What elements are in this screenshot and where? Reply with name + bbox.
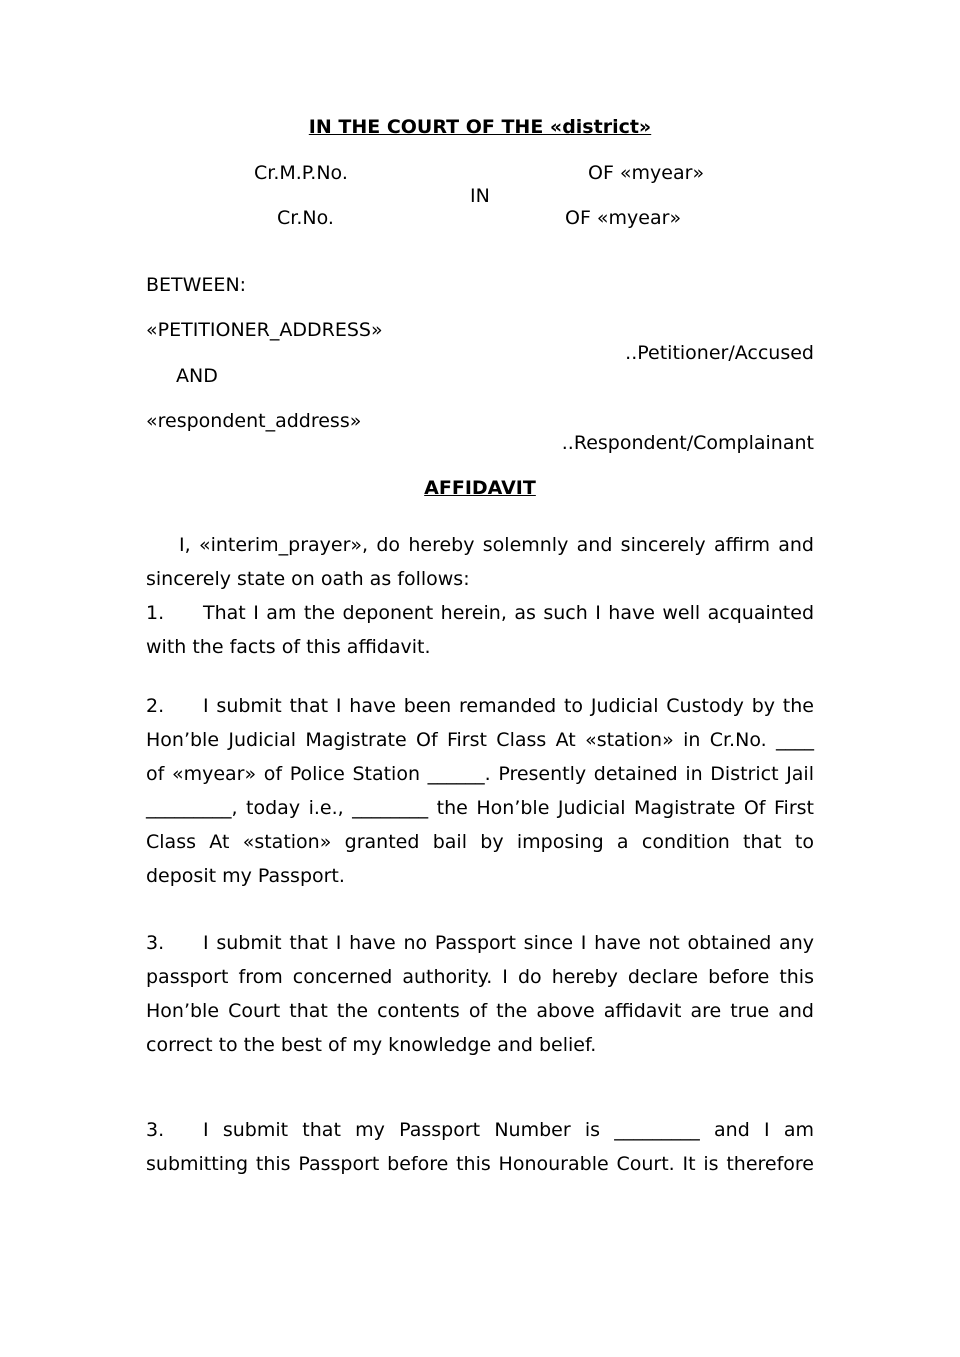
- court-title: IN THE COURT OF THE «district»: [308, 116, 652, 138]
- paragraph-line: [146, 926, 814, 960]
- intro-paragraph: [146, 528, 814, 596]
- petitioner-address: «PETITIONER_ADDRESS»: [146, 319, 383, 341]
- paragraph-2: [146, 689, 814, 893]
- paragraph-text: I submit that my Passport Number is _________ and I am: [203, 1119, 814, 1141]
- paragraph-text: I submit that I have no Passport since I have not obtained any: [203, 932, 814, 954]
- in-label: IN: [470, 185, 490, 207]
- paragraph-line: Class At «station» granted bail by imposing a condition that to: [146, 831, 814, 853]
- crmp-number-label: Cr.M.P.No.: [254, 162, 348, 184]
- paragraph-line: Hon’ble Judicial Magistrate Of First Class At «station» in Cr.No. ____: [146, 729, 814, 751]
- intro-line: I, «interim_prayer», do hereby solemnly and sincerely affirm and: [179, 534, 814, 556]
- paragraph-number: 2.: [146, 695, 165, 717]
- affidavit-title: AFFIDAVIT: [424, 477, 536, 499]
- paragraph-number: 3.: [146, 1119, 165, 1141]
- paragraph-line: deposit my Passport.: [146, 865, 345, 887]
- between-label: BETWEEN:: [146, 274, 247, 296]
- paragraph-line: correct to the best of my knowledge and belief.: [146, 1034, 597, 1056]
- paragraph-number: 3.: [146, 932, 165, 954]
- petitioner-role: ..Petitioner/Accused: [625, 342, 814, 364]
- paragraph-line: passport from concerned authority. I do hereby declare before this: [146, 966, 814, 988]
- paragraph-line: of «myear» of Police Station ______. Presently detained in District Jail: [146, 763, 814, 785]
- paragraph-line: submitting this Passport before this Honourable Court. It is therefore: [146, 1153, 814, 1175]
- respondent-address: «respondent_address»: [146, 410, 362, 432]
- intro-line: sincerely state on oath as follows:: [146, 568, 470, 590]
- paragraph-line: [146, 689, 814, 723]
- respondent-role: ..Respondent/Complainant: [561, 432, 814, 454]
- paragraph-number: 1.: [146, 602, 165, 624]
- paragraph-line: [146, 1113, 814, 1147]
- crmp-year-label: OF «myear»: [588, 162, 705, 184]
- paragraph-3: [146, 926, 814, 1062]
- paragraph-line: Hon’ble Court that the contents of the above affidavit are true and: [146, 1000, 814, 1022]
- paragraph-4: [146, 1113, 814, 1181]
- crno-year-label: OF «myear»: [565, 207, 682, 229]
- paragraph-line: with the facts of this affidavit.: [146, 636, 431, 658]
- paragraph-text: I submit that I have been remanded to Judicial Custody by the: [203, 695, 814, 717]
- crno-label: Cr.No.: [277, 207, 334, 229]
- and-label: AND: [176, 365, 218, 387]
- paragraph-1: [146, 596, 814, 664]
- paragraph-text: That I am the deponent herein, as such I have well acquainted: [203, 602, 814, 624]
- paragraph-line: [146, 596, 814, 630]
- paragraph-line: _________, today i.e., ________ the Hon’ble Judicial Magistrate Of First: [146, 797, 814, 819]
